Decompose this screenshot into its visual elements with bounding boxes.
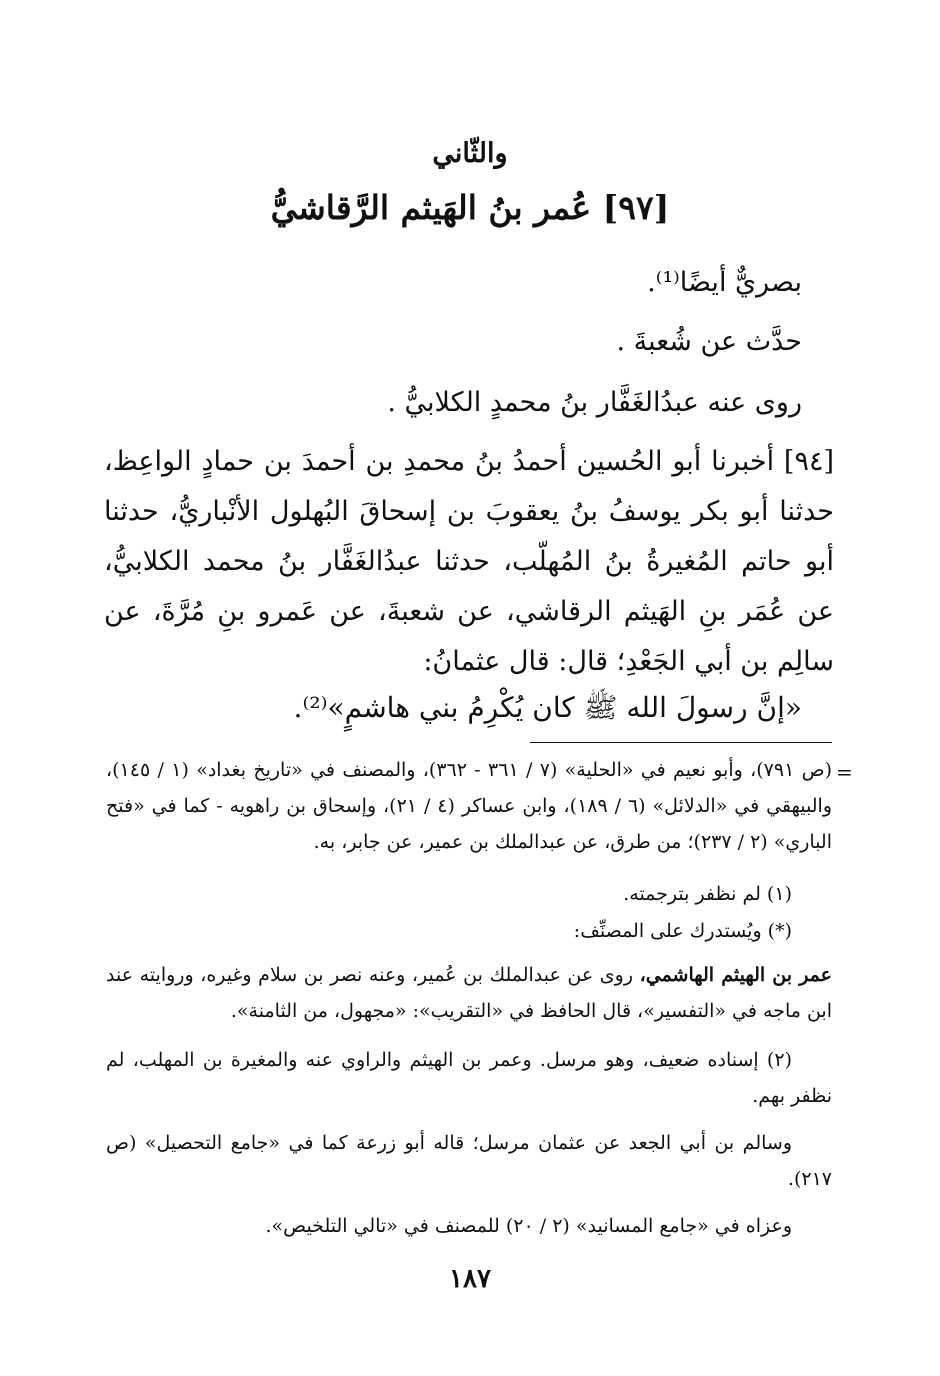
footnote-2: (٢) إسناده ضعيف، وهو مرسل. وعمر بن الهيثم والراوي عنه والمغيرة بن المهلب، لم نظفر بهم. <box>106 1049 832 1107</box>
hadith-text: «إنَّ رسولَ الله ﷺ كان يُكْرِمُ بني هاشمٍ»⁽²⁾. <box>293 691 802 724</box>
isnad-paragraph: [٩٤] أخبرنا أبو الحُسين أحمدُ بنُ محمدِ بن أحمدَ بن حمادٍ الواعِظ، حدثنا أبو بكر يوسفُ بنُ يعقوبَ بن إسحاقَ البُهلول الأنْباريُّ، حدثنا أبو حاتم المُغيرةُ بنُ المُهلّب، حدثنا عبدُالغَفَّار بنُ محمد الكلابيُّ، عن عُمَر بنِ الهَيثم الرقاشي، عن شعبةَ، عن عَمرو بنِ مُرَّةَ، عن سالِم بن أبي الجَعْدِ؛ قال: قال عثمانُ: <box>104 446 834 677</box>
section-label: والثّاني <box>432 138 508 169</box>
footnote-star-text: روى عن عبدالملك بن عُمير، وعنه نصر بن سلام وغيره، وروايته عند ابن ماجه في «التفسير»، قال الحافظ في «التقريب»: «مجهول، من الثامنة». <box>106 964 832 1022</box>
footnote-divider <box>530 742 832 743</box>
footnote-star-name: عمر بن الهيثم الهاشمي، <box>639 964 833 986</box>
footnote-2-continuation: وسالم بن أبي الجعد عن عثمان مرسل؛ قاله أبو زرعة كما في «جامع التحصيل» (ص ٢١٧). <box>106 1132 832 1190</box>
narrated-by: روى عنه عبدُالغَفَّار بنُ محمدٍ الكلابيُّ . <box>387 387 802 418</box>
footnote-star-heading: (*) ويُستدرك على المصنِّف: <box>573 920 792 942</box>
footnote-star-body <box>106 957 832 1029</box>
entry-title: [٩٧] عُمر بنُ الهَيثم الرَّقاشيُّ <box>270 188 670 227</box>
narrator-origin: بصريٌّ أيضًا⁽¹⁾. <box>647 267 802 298</box>
footnote-1: (١) لم نظفر بترجمته. <box>623 883 792 905</box>
page-number: ١٨٧ <box>449 1264 491 1294</box>
footnote-continuation: (ص ٧٩١)، وأبو نعيم في «الحلية» (٧ / ٣٦١ - ٣٦٢)، والمصنف في «تاريخ بغداد» (١ / ١٤٥)، والبيهقي في «الدلائل» (٦ / ١٨٩)، وابن عساكر (٤ / ٢١)، وإسحاق بن راهويه - كما في «فتح الباري» (٢ / ٢٣٧)؛ من طرق، عن عبدالملك بن عمير، عن جابر، به. <box>106 759 833 853</box>
footnote-2-continuation-2: وعزاه في «جامع المسانيد» (٢ / ٢٠) للمصنف في «تالي التلخيص». <box>265 1215 792 1237</box>
narrated-from: حدَّث عن شُعبةَ . <box>616 326 802 357</box>
footnote-continuation-mark: = <box>836 760 853 784</box>
